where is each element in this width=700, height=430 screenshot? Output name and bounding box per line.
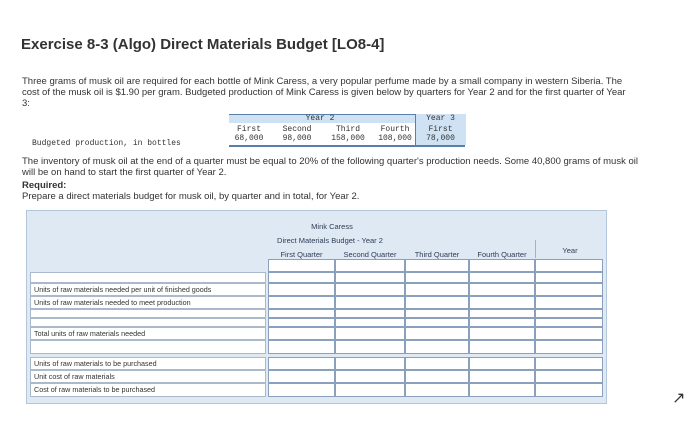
budget-input-cell[interactable] xyxy=(335,309,405,318)
budget-input-cell[interactable] xyxy=(469,327,535,340)
budget-input-cell[interactable] xyxy=(405,283,469,296)
budget-input-cell[interactable] xyxy=(268,259,335,272)
year2-label: Year 2 xyxy=(305,114,335,123)
budget-input-cell[interactable] xyxy=(469,370,535,383)
budget-input-cell[interactable] xyxy=(335,340,405,354)
budget-input-cell[interactable] xyxy=(335,370,405,383)
budget-input-cell[interactable] xyxy=(469,309,535,318)
budget-input-cell[interactable] xyxy=(535,272,603,283)
row-label: Units of raw materials to be purchased xyxy=(30,357,266,370)
production-bottom-rule xyxy=(229,145,465,147)
budget-input-cell[interactable] xyxy=(405,259,469,272)
budget-input-cell[interactable] xyxy=(535,383,603,397)
budget-subtitle: Direct Materials Budget - Year 2 xyxy=(277,236,383,245)
budget-input-cell[interactable] xyxy=(535,370,603,383)
budget-input-cell[interactable] xyxy=(405,309,469,318)
row-label-blank xyxy=(30,340,266,354)
row-label: Units of raw materials needed to meet production xyxy=(30,296,266,309)
quarter-label: First xyxy=(236,125,261,134)
budget-input-cell[interactable] xyxy=(335,318,405,327)
budget-input-cell[interactable] xyxy=(268,309,335,318)
row-label: Total units of raw materials needed xyxy=(30,327,266,340)
required-text: Prepare a direct materials budget for musk oil, by quarter and in total, for Year 2. xyxy=(22,191,360,202)
quarter-label: Third xyxy=(335,125,360,134)
budget-input-cell[interactable] xyxy=(469,318,535,327)
budget-input-cell[interactable] xyxy=(535,283,603,296)
budget-input-cell[interactable] xyxy=(268,357,335,370)
budget-input-cell[interactable] xyxy=(535,259,603,272)
column-header: Second Quarter xyxy=(343,250,397,259)
production-row-label: Budgeted production, in bottles xyxy=(32,139,181,148)
row-label-blank xyxy=(30,272,266,283)
budget-input-cell[interactable] xyxy=(469,357,535,370)
budget-input-cell[interactable] xyxy=(335,259,405,272)
budget-input-cell[interactable] xyxy=(335,296,405,309)
budget-input-cell[interactable] xyxy=(405,340,469,354)
budget-input-cell[interactable] xyxy=(335,272,405,283)
row-label-blank xyxy=(30,309,266,318)
budget-input-cell[interactable] xyxy=(268,296,335,309)
budget-input-cell[interactable] xyxy=(335,283,405,296)
production-value: 158,000 xyxy=(331,134,365,143)
row-label: Cost of raw materials to be purchased xyxy=(30,383,266,397)
mouse-cursor-icon: ↗ xyxy=(672,390,686,407)
production-value: 78,000 xyxy=(426,134,455,143)
budget-input-cell[interactable] xyxy=(469,272,535,283)
row-label: Unit cost of raw materials xyxy=(30,370,266,383)
budget-input-cell[interactable] xyxy=(268,383,335,397)
column-header: First Quarter xyxy=(280,250,323,259)
budget-input-cell[interactable] xyxy=(335,327,405,340)
budget-input-cell[interactable] xyxy=(268,283,335,296)
budget-input-cell[interactable] xyxy=(469,296,535,309)
budget-input-cell[interactable] xyxy=(469,383,535,397)
row-label-blank xyxy=(30,318,266,327)
budget-input-cell[interactable] xyxy=(535,357,603,370)
budget-company-name: Mink Caress xyxy=(311,222,353,231)
budget-input-cell[interactable] xyxy=(268,327,335,340)
budget-input-cell[interactable] xyxy=(405,383,469,397)
budget-input-cell[interactable] xyxy=(535,327,603,340)
year3-label: Year 3 xyxy=(426,114,455,123)
budget-input-cell[interactable] xyxy=(405,357,469,370)
exercise-title: Exercise 8-3 (Algo) Direct Materials Budget [LO8-4] xyxy=(21,36,385,53)
column-divider xyxy=(535,240,536,258)
column-header: Third Quarter xyxy=(414,250,460,259)
budget-input-cell[interactable] xyxy=(405,327,469,340)
production-value: 68,000 xyxy=(234,134,264,143)
budget-input-cell[interactable] xyxy=(405,272,469,283)
budget-input-cell[interactable] xyxy=(335,357,405,370)
quarter-label: First xyxy=(428,125,453,134)
quarter-label: Fourth xyxy=(380,125,410,134)
budget-input-cell[interactable] xyxy=(268,370,335,383)
budget-input-cell[interactable] xyxy=(469,340,535,354)
budget-input-cell[interactable] xyxy=(469,283,535,296)
row-label: Units of raw materials needed per unit of finished goods xyxy=(30,283,266,296)
budget-input-cell[interactable] xyxy=(405,296,469,309)
budget-input-cell[interactable] xyxy=(535,296,603,309)
budget-input-cell[interactable] xyxy=(405,318,469,327)
budget-input-cell[interactable] xyxy=(268,318,335,327)
budget-input-cell[interactable] xyxy=(469,259,535,272)
production-value: 108,000 xyxy=(378,134,412,143)
budget-input-cell[interactable] xyxy=(535,340,603,354)
budget-input-cell[interactable] xyxy=(405,370,469,383)
column-header: Year xyxy=(562,246,578,255)
intro-paragraph: Three grams of musk oil are required for each bottle of Mink Caress, a very popular perfume made by a small company in western Siberia. The cost of the musk oil is $1.90 per gram. Budgeted production of Mink Caress is given below by quarters for Year 2 and for the first quarter of Year 3: xyxy=(22,76,626,109)
column-header: Fourth Quarter xyxy=(477,250,527,259)
budget-input-cell[interactable] xyxy=(335,383,405,397)
inventory-paragraph: The inventory of musk oil at the end of a quarter must be equal to 20% of the following quarter's production needs. Some 40,800 grams of musk oil will be on hand to start the first quarter of Year 2. xyxy=(22,156,638,178)
production-value: 98,000 xyxy=(282,134,312,143)
budget-input-cell[interactable] xyxy=(268,272,335,283)
budget-input-cell[interactable] xyxy=(268,340,335,354)
budget-input-cell[interactable] xyxy=(535,318,603,327)
required-label: Required: xyxy=(22,180,67,191)
quarter-label: Second xyxy=(282,125,312,134)
budget-input-cell[interactable] xyxy=(535,309,603,318)
